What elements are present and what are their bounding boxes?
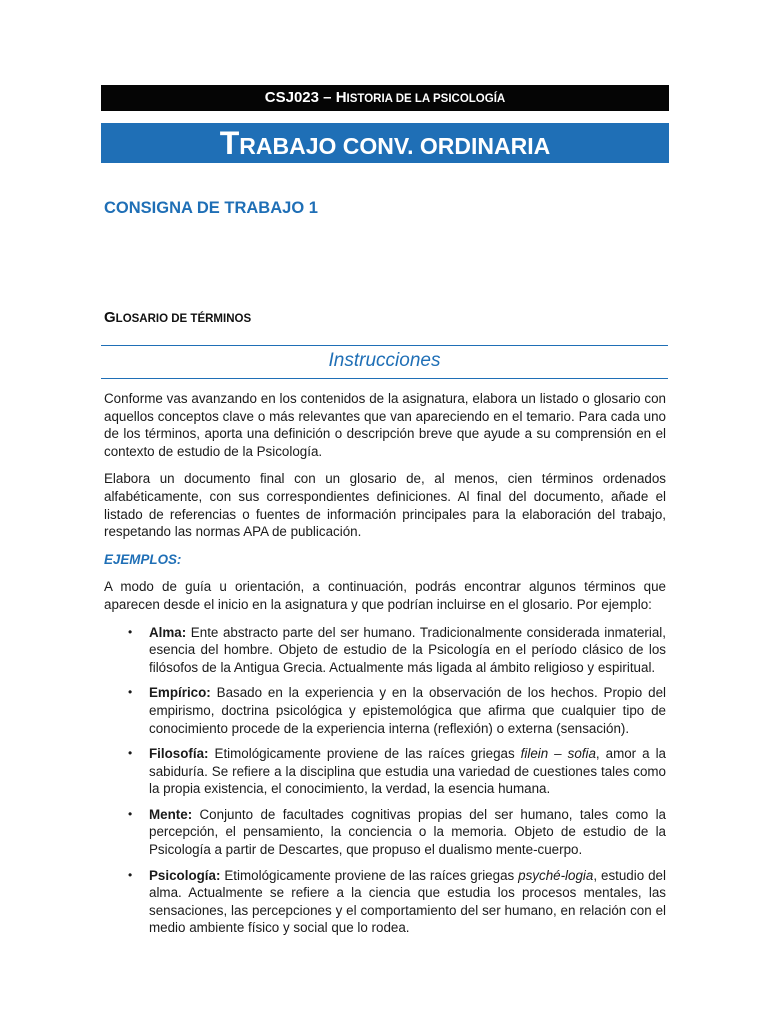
ejemplos-heading: EJEMPLOS: — [104, 551, 182, 567]
list-item — [104, 684, 666, 737]
glosario-rest: LOSARIO DE TÉRMINOS — [115, 313, 252, 325]
title-initial: T — [219, 125, 240, 161]
term-name: Filosofía: — [149, 746, 209, 762]
bullet-icon: • — [128, 685, 133, 700]
term-definition: Ente abstracto parte del ser humano. Tradicionalmente considerada inmaterial, esencia del hombre. Objeto de estudio de la Psicología en el período clásico de los filósofos de la Antigua Grecia. Actualmente más ligada al ámbito religioso y espiritual. — [149, 624, 666, 675]
list-item — [104, 624, 666, 677]
term-name: Psicología: — [149, 867, 221, 883]
bullet-icon: • — [128, 867, 133, 882]
instrucciones-bottom-rule — [101, 378, 668, 379]
term-name: Alma: — [149, 624, 187, 640]
instrucciones-heading: Instrucciones — [328, 350, 441, 371]
course-code: CSJ023 — [264, 89, 319, 106]
term-definition-rest: , estudio del alma. Actualmente se refiere a la ciencia que estudia los procesos mentales, las sensaciones, las percepciones y el comportamiento del ser humano, en relación con el medio ambiente físico y social que lo rodea. — [149, 867, 666, 936]
course-subject-rest: ISTORIA DE LA PSICOLOGÍA — [346, 93, 506, 105]
term-definition: Basado en la experiencia y en la observación de los hechos. Propio del empirismo, doctrina psicológica y epistemológica que afirma que cualquier tipo de conocimiento procede de la experiencia interna (reflexión) o externa (sensación). — [149, 685, 666, 736]
term-definition: Etimológicamente proviene de las raíces griegas — [220, 867, 519, 883]
term-etymology: psyché-logia — [518, 867, 594, 883]
list-item — [104, 806, 666, 859]
term-definition: Etimológicamente proviene de las raíces griegas — [208, 746, 521, 762]
term-name: Mente: — [149, 806, 193, 822]
ejemplos-intro: A modo de guía u orientación, a continuación, podrás encontrar algunos términos que aparecen desde el inicio en la asignatura y que podrían incluirse en el glosario. Por ejemplo: — [104, 579, 666, 612]
term-name: Empírico: — [149, 685, 211, 701]
list-item — [104, 745, 666, 798]
bullet-icon: • — [128, 806, 133, 821]
course-subject-initial: H — [335, 89, 347, 106]
consigna-heading: CONSIGNA DE TRABAJO 1 — [104, 199, 318, 217]
bullet-icon: • — [128, 624, 133, 639]
paragraph-1: Conforme vas avanzando en los contenidos de la asignatura, elabora un listado o glosario con aquellos conceptos clave o más relevantes que van apareciendo en el temario. Para cada uno de los términos, aporta una definición o descripción breve que ayude a su comprensión en el contexto de estudio de la Psicología. — [104, 391, 666, 459]
document-body — [104, 390, 666, 945]
bullet-icon: • — [128, 746, 133, 761]
term-definition: Conjunto de facultades cognitivas propias del ser humano, tales como la percepción, el pensamiento, la conciencia o la memoria. Objeto de estudio de la Psicología a partir de Descartes, que propuso el dualismo mente-cuerpo. — [149, 806, 666, 858]
glosario-heading — [104, 309, 251, 326]
title-rest: RABAJO CONV. ORDINARIA — [239, 133, 551, 159]
course-dash: – — [319, 89, 336, 106]
term-etymology: filein – sofia — [520, 746, 596, 762]
list-item — [104, 867, 666, 937]
course-code-bar — [101, 85, 669, 111]
terms-list — [104, 624, 666, 938]
paragraph-2: Elabora un documento final con un glosario de, al menos, cien términos ordenados alfabéticamente, con sus correspondientes definiciones. Al final del documento, añade el listado de referencias o fuentes de información principales para la elaboración del trabajo, respetando las normas APA de publicación. — [104, 471, 666, 540]
instrucciones-top-rule — [101, 345, 668, 346]
document-title-bar — [101, 123, 669, 163]
glosario-initial: G — [104, 309, 116, 326]
term-definition-rest: , amor a la sabiduría. Se refiere a la disciplina que estudia una variedad de cuestiones tales como la propia existencia, el conocimiento, la verdad, la esencia humana. — [149, 746, 666, 797]
